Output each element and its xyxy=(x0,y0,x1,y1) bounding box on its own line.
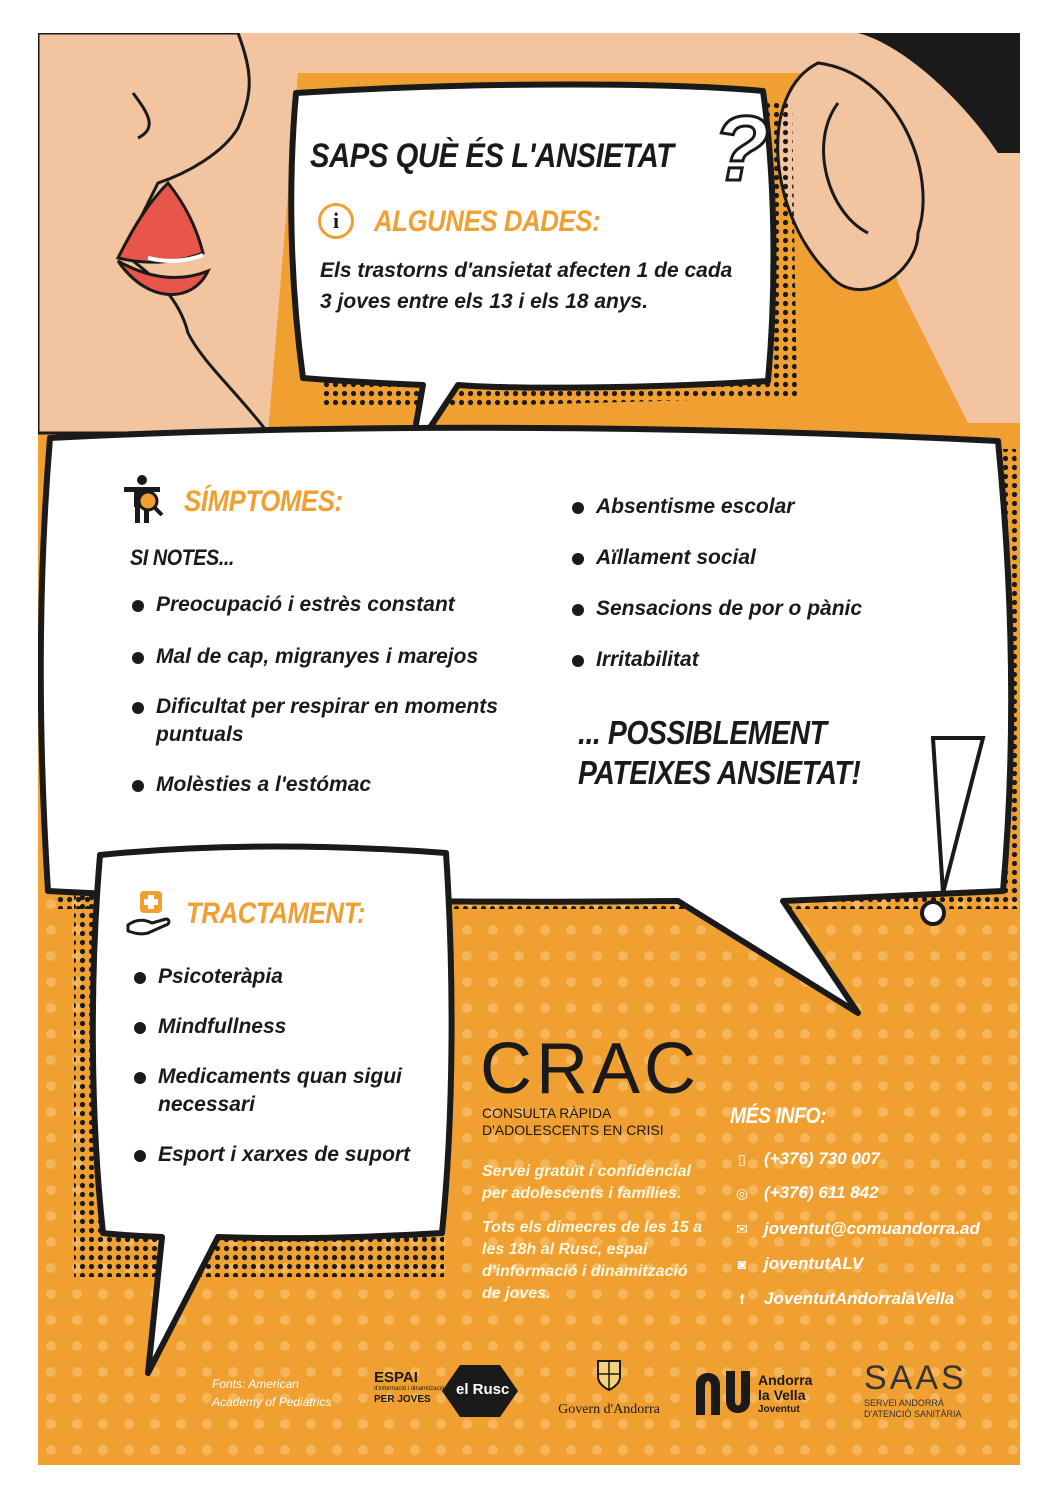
crac-logo: CRAC xyxy=(480,1029,701,1109)
symptoms-intro: SI NOTES... xyxy=(130,545,234,570)
sources-line-2: Academy of Pediatrics xyxy=(212,1395,332,1409)
info-icon: i xyxy=(318,203,354,239)
alv-line-1: Andorra xyxy=(758,1372,813,1388)
dades-text: Els trastorns d'ansietat afecten 1 de cada 3 joves entre els 13 i els 18 anys. xyxy=(320,259,733,313)
crac-subtitle-line-2: D'ADOLESCENTS EN CRISI xyxy=(482,1122,664,1138)
crac-paragraph-2: Tots els dimecres de les 15 a les 18h al Rusc, espai d'informació i dinamització de joves. xyxy=(482,1219,702,1302)
instagram-icon: ◙ xyxy=(737,1256,747,1272)
list-item: Esport i xarxes de suport xyxy=(134,1141,434,1169)
list-item: Preocupació i estrès constant xyxy=(132,591,532,619)
saas-sub-2: D'ATENCIÓ SANITÀRIA xyxy=(864,1409,962,1419)
conclusion-line-1: ... POSSIBLEMENT xyxy=(578,714,827,751)
contact-email-text: joventut@comuandorra.ad xyxy=(764,1219,980,1238)
contact-phone[interactable] xyxy=(732,1149,880,1169)
contact-facebook-text: JoventutAndorralaVella xyxy=(764,1289,955,1308)
espai-text: ESPAI xyxy=(374,1369,418,1386)
list-item: Molèsties a l'estómac xyxy=(132,771,532,799)
saas-text: SAAS xyxy=(864,1359,967,1397)
person-search-icon xyxy=(122,473,166,525)
symptoms-heading: SÍMPTOMES: xyxy=(184,485,343,518)
phone-icon: ▯ xyxy=(738,1151,746,1167)
whatsapp-icon: ◎ xyxy=(735,1185,749,1201)
symptoms-list-left xyxy=(132,591,532,799)
dades-heading: ALGUNES DADES: xyxy=(374,205,601,238)
coat-of-arms-icon xyxy=(596,1359,622,1391)
facebook-icon: f xyxy=(739,1291,745,1307)
list-item: Sensacions de por o pànic xyxy=(572,595,932,623)
espai-subtext: d'informació i dinamització xyxy=(374,1386,445,1392)
list-item: Psicoteràpia xyxy=(134,963,434,991)
contact-whatsapp[interactable] xyxy=(732,1183,879,1203)
question-mark: ? xyxy=(713,98,770,200)
treatment-heading: TRACTAMENT: xyxy=(186,897,366,930)
el-rusc-text: el Rusc xyxy=(456,1381,510,1398)
alv-mark-icon xyxy=(696,1371,750,1415)
espai-el-rusc-logo xyxy=(374,1363,522,1419)
list-item: Mindfullness xyxy=(134,1013,434,1041)
list-item: Irritabilitat xyxy=(572,646,932,674)
list-item: Medicaments quan sigui necessari xyxy=(134,1063,434,1119)
list-item: Aïllament social xyxy=(572,544,932,572)
symptoms-conclusion xyxy=(578,713,860,793)
sources-note xyxy=(212,1375,331,1411)
symptoms-list-right xyxy=(572,493,932,674)
treatment-list xyxy=(134,963,434,1169)
govern-andorra-logo xyxy=(544,1359,674,1423)
medical-hand-icon xyxy=(126,889,176,937)
crac-subtitle-line-1: CONSULTA RÀPIDA xyxy=(482,1105,612,1121)
alv-line-2: la Vella xyxy=(758,1387,806,1403)
contact-phone-text: (+376) 730 007 xyxy=(764,1149,880,1168)
conclusion-line-2: PATEIXES ANSIETAT! xyxy=(578,754,861,791)
contact-email[interactable] xyxy=(732,1219,980,1239)
list-item: Mal de cap, migranyes i marejos xyxy=(132,643,532,671)
saas-logo xyxy=(864,1359,994,1423)
mail-icon: ✉ xyxy=(736,1221,748,1237)
contact-whatsapp-text: (+376) 611 842 xyxy=(764,1183,879,1202)
page-title: SAPS QUÈ ÉS L'ANSIETAT xyxy=(310,137,674,175)
contact-instagram[interactable] xyxy=(732,1254,863,1274)
contact-instagram-text: joventutALV xyxy=(764,1254,864,1273)
more-info-heading: MÉS INFO: xyxy=(730,1103,827,1128)
crac-subtitle xyxy=(482,1105,664,1139)
contact-facebook[interactable] xyxy=(732,1289,954,1309)
list-item: Absentisme escolar xyxy=(572,493,932,521)
govern-text: Govern d'Andorra xyxy=(558,1402,660,1417)
sources-line-1: Fonts: American xyxy=(212,1377,299,1391)
andorra-la-vella-logo xyxy=(696,1367,826,1423)
poster xyxy=(38,33,1020,1465)
saas-sub-1: SERVEI ANDORRÀ xyxy=(864,1398,944,1408)
alv-line-3: Joventut xyxy=(758,1404,800,1415)
crac-paragraph-1: Servei gratuït i confidencial per adolescents i famílies. xyxy=(482,1163,691,1202)
list-item: Dificultat per respirar en moments puntuals xyxy=(132,693,532,749)
per-joves-text: PER JOVES xyxy=(374,1394,431,1405)
